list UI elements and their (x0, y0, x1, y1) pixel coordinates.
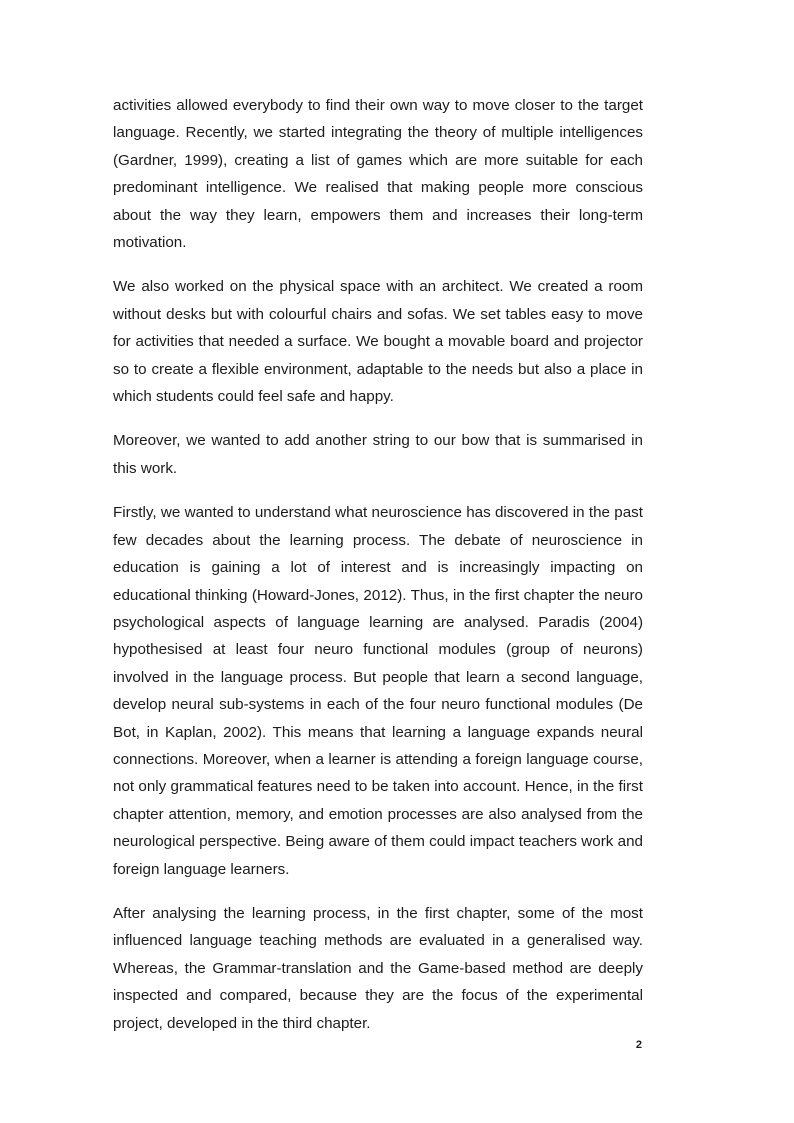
paragraph-multiple-intelligences: activities allowed everybody to find their own way to move closer to the target language. Recently, we started integrating the theory of multiple intelligences (Gardner, 1999), creating a list of games which are more suitable for each predominant intelligence. We realised that making people more conscious about the way they learn, empowers them and increases their long-term motivation. (113, 97, 643, 252)
paragraph-physical-space: We also worked on the physical space with an architect. We created a room without desks but with colourful chairs and sofas. We set tables easy to move for activities that needed a surface. We bought a movable board and projector so to create a flexible environment, adaptable to the needs but also a place in which students could feel safe and happy. (113, 278, 643, 406)
paragraph-teaching-methods: After analysing the learning process, in the first chapter, some of the most influenced language teaching methods are evaluated in a generalised way. Whereas, the Grammar-translation and the Game-based method are deeply inspected and compared, because they are the focus of the experimental project, developed in the third chapter. (113, 904, 643, 1032)
paragraph-neuroscience: Firstly, we wanted to understand what neuroscience has discovered in the past few decades about the learning process. The debate of neuroscience in education is gaining a lot of interest and is increasingly impacting on educational thinking (Howard-Jones, 2012). Thus, in the first chapter the neuro psychological aspects of language learning are analysed. Paradis (2004) hypothesised at least four neuro functional modules (group of neurons) involved in the language process. But people that learn a second language, develop neural sub-systems in each of the four neuro functional modules (De Bot, in Kaplan, 2002). This means that learning a language expands neural connections. Moreover, when a learner is attending a foreign language course, not only grammatical features need to be taken into account. Hence, in the first chapter attention, memory, and emotion processes are also analysed from the neurological perspective. Being aware of them could impact teachers work and foreign language learners. (113, 504, 643, 878)
page-number: 2 (635, 1039, 642, 1051)
paragraph-string-to-bow: Moreover, we wanted to add another string to our bow that is summarised in this work. (113, 432, 643, 477)
body-text (113, 92, 643, 1054)
